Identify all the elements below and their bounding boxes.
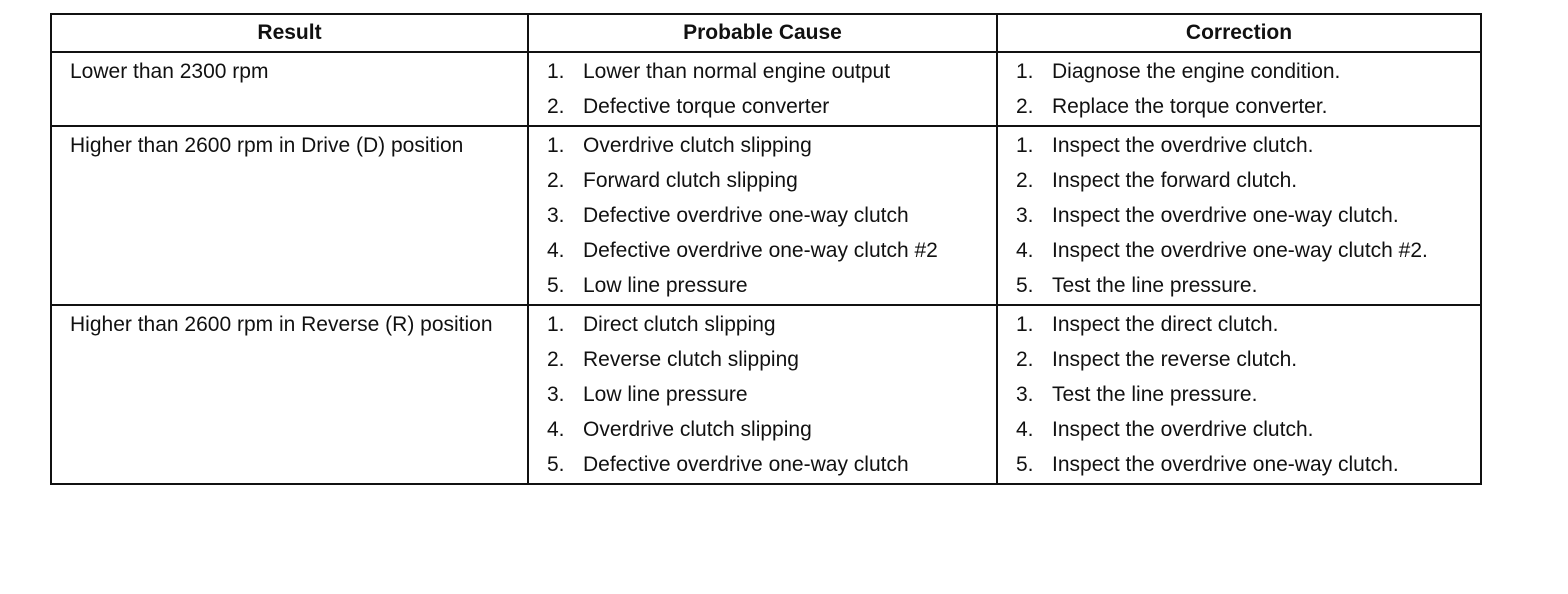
cause-text: Direct clutch slipping xyxy=(583,313,776,336)
list-item: 1. Inspect the overdrive clutch. xyxy=(1016,134,1314,157)
cause-text: Defective overdrive one-way clutch xyxy=(583,204,909,227)
list-item: 3. Defective overdrive one-way clutch xyxy=(547,204,909,227)
cause-cell xyxy=(528,126,997,305)
list-item: 3. Inspect the overdrive one-way clutch. xyxy=(1016,204,1399,227)
list-item: 1. Overdrive clutch slipping xyxy=(547,134,812,157)
correction-list xyxy=(1016,312,1470,478)
correction-text: Test the line pressure. xyxy=(1052,274,1258,297)
list-item: 2. Inspect the reverse clutch. xyxy=(1016,348,1298,371)
list-item: 2. Replace the torque converter. xyxy=(1016,95,1328,118)
list-item: 2. Inspect the forward clutch. xyxy=(1016,169,1298,192)
cause-cell xyxy=(528,305,997,484)
list-item: 3. Low line pressure xyxy=(547,383,748,406)
list-item: 1. Direct clutch slipping xyxy=(547,313,776,336)
list-item: 2. Forward clutch slipping xyxy=(547,169,798,192)
list-item: 5. Low line pressure xyxy=(547,274,748,297)
correction-list xyxy=(1016,133,1470,299)
list-item: 4. Overdrive clutch slipping xyxy=(547,418,812,441)
cause-list xyxy=(547,59,986,120)
correction-cell xyxy=(997,305,1481,484)
table-row xyxy=(51,126,1481,305)
result-cell: Higher than 2600 rpm in Drive (D) position xyxy=(51,126,528,305)
list-item: 5. Defective overdrive one-way clutch xyxy=(547,453,909,476)
list-item: 2. Reverse clutch slipping xyxy=(547,348,799,371)
correction-cell xyxy=(997,126,1481,305)
correction-cell xyxy=(997,52,1481,126)
list-item: 1. Diagnose the engine condition. xyxy=(1016,60,1341,83)
correction-text: Inspect the direct clutch. xyxy=(1052,313,1279,336)
list-item: 4. Inspect the overdrive one-way clutch #2. xyxy=(1016,239,1428,262)
header-result: Result xyxy=(51,14,528,52)
list-item: 1. Inspect the direct clutch. xyxy=(1016,313,1279,336)
cause-text: Overdrive clutch slipping xyxy=(583,134,812,157)
list-item: 4. Defective overdrive one-way clutch #2 xyxy=(547,239,938,262)
correction-text: Replace the torque converter. xyxy=(1052,95,1328,118)
table-row xyxy=(51,305,1481,484)
diagnosis-table xyxy=(50,13,1482,485)
list-item: 5. Inspect the overdrive one-way clutch. xyxy=(1016,453,1399,476)
cause-text: Forward clutch slipping xyxy=(583,169,798,192)
header-row xyxy=(51,14,1481,52)
cause-text: Low line pressure xyxy=(583,383,748,406)
correction-text: Inspect the overdrive clutch. xyxy=(1052,418,1314,441)
correction-text: Inspect the overdrive one-way clutch. xyxy=(1052,204,1399,227)
list-item: 4. Inspect the overdrive clutch. xyxy=(1016,418,1314,441)
correction-list xyxy=(1016,59,1470,120)
correction-text: Inspect the reverse clutch. xyxy=(1052,348,1298,371)
correction-text: Test the line pressure. xyxy=(1052,383,1258,406)
correction-text: Diagnose the engine condition. xyxy=(1052,60,1341,83)
correction-text: Inspect the overdrive clutch. xyxy=(1052,134,1314,157)
result-cell: Higher than 2600 rpm in Reverse (R) position xyxy=(51,305,528,484)
table-row xyxy=(51,52,1481,126)
header-probable-cause: Probable Cause xyxy=(528,14,997,52)
cause-text: Low line pressure xyxy=(583,274,748,297)
cause-text: Defective torque converter xyxy=(583,95,830,118)
list-item: 3. Test the line pressure. xyxy=(1016,383,1258,406)
cause-text: Overdrive clutch slipping xyxy=(583,418,812,441)
cause-text: Defective overdrive one-way clutch xyxy=(583,453,909,476)
cause-cell xyxy=(528,52,997,126)
cause-text: Reverse clutch slipping xyxy=(583,348,799,371)
cause-list xyxy=(547,312,986,478)
cause-text: Lower than normal engine output xyxy=(583,60,891,83)
result-cell: Lower than 2300 rpm xyxy=(51,52,528,126)
list-item: 5. Test the line pressure. xyxy=(1016,274,1258,297)
correction-text: Inspect the overdrive one-way clutch. xyxy=(1052,453,1399,476)
header-correction: Correction xyxy=(997,14,1481,52)
list-item: 1. Lower than normal engine output xyxy=(547,60,891,83)
correction-text: Inspect the overdrive one-way clutch #2. xyxy=(1052,239,1428,262)
cause-list xyxy=(547,133,986,299)
list-item: 2. Defective torque converter xyxy=(547,95,830,118)
correction-text: Inspect the forward clutch. xyxy=(1052,169,1298,192)
cause-text: Defective overdrive one-way clutch #2 xyxy=(583,239,938,262)
